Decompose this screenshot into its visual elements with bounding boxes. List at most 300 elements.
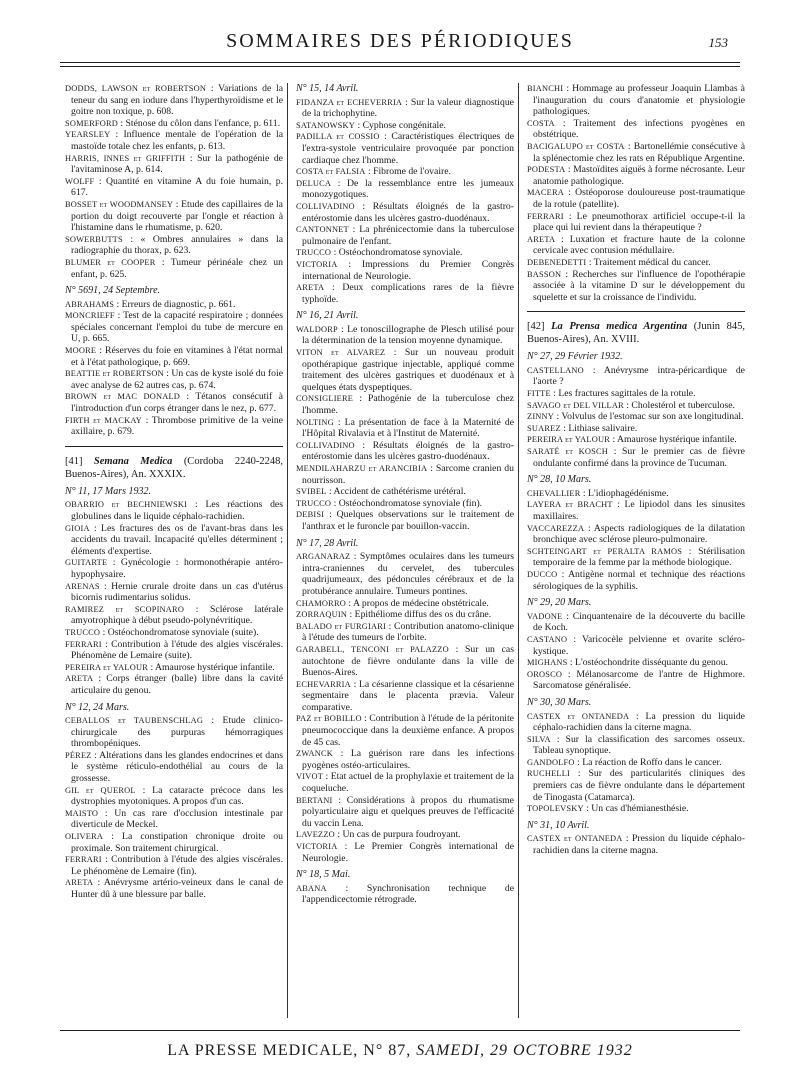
- summary-entry: [296, 509, 514, 532]
- entry-list: [527, 611, 745, 692]
- entry-author: CHEVALLIER: [527, 488, 581, 498]
- entry-list: [65, 299, 283, 438]
- summary-entry: [296, 417, 514, 440]
- summary-entry: [65, 118, 283, 130]
- summary-entry: [527, 734, 745, 757]
- issue-heading: N° 12, 24 Mars.: [65, 701, 130, 713]
- summary-entry: [296, 841, 514, 864]
- column-separator: [518, 83, 519, 1018]
- summary-entry: [296, 829, 514, 841]
- entry-title: : Impressions du Premier Congrès international de Neurologie.: [302, 258, 514, 282]
- entry-title: : Sarcome cranien du nourrisson.: [302, 463, 514, 486]
- entry-author: SARATÉ et KOSCH: [527, 447, 609, 457]
- summary-entry: [527, 83, 745, 118]
- entry-author: LAYERA et BRACHT: [527, 500, 613, 510]
- summary-entry: [527, 446, 745, 469]
- summary-entry: [65, 415, 283, 438]
- footer-publication: LA PRESSE MEDICALE, N° 87,: [167, 1042, 412, 1059]
- entry-author: BASSON: [527, 269, 562, 279]
- entry-author: CHAMORRO: [296, 598, 346, 608]
- entry-author: VACCAREZZA: [527, 523, 585, 533]
- entry-author: FITTE: [527, 389, 551, 399]
- entry-author: ECHEVARRIA: [296, 679, 351, 689]
- entry-author: RUCHELLI: [527, 769, 571, 779]
- entry-title: : Traitement des infections pyogènes en obstétrique.: [533, 117, 745, 141]
- entry-title: : Ostéochondromatose synoviale (suite).: [100, 626, 259, 638]
- summary-entry: [65, 808, 283, 831]
- entry-title: : Influence mentale de l'opération de la mastoïde totale chez les enfants, p. 613.: [71, 129, 283, 152]
- summary-entry: [65, 854, 283, 877]
- entry-title: : Variations de la teneur du sang en iodure dans l'hyperthyroïdisme et le goitre non toxique, p. 608.: [71, 83, 283, 118]
- entry-author: PÉREZ: [65, 750, 92, 760]
- summary-entry: [527, 400, 745, 412]
- entry-author: ARETA: [527, 234, 556, 244]
- entry-author: VIVOT: [296, 772, 324, 782]
- entry-author: ZORRAQUIN: [296, 610, 348, 620]
- entry-title: : Corps étranger (balle) libre dans la cavité articulaire du genou.: [71, 673, 283, 696]
- entry-list: [296, 883, 514, 906]
- summary-entry: [527, 711, 745, 734]
- summary-entry: [527, 365, 745, 388]
- entry-title: : Quantité en vitamine A du foie humain, p. 617.: [71, 175, 283, 199]
- entry-title: : Résultats éloignés de la gastro-entérostomie dans les ulcères gastro-duodénaux.: [302, 439, 514, 463]
- entry-author: SILVA: [527, 734, 551, 744]
- entry-author: OLIVERA: [65, 832, 104, 842]
- entry-title: : La présentation de face à la Maternité de l'Hôpital Rivalavia et à l'Institut de Maternité.: [302, 416, 514, 440]
- entry-title: : Un cas rare d'occlusion intestinale par diverticule de Meckel.: [71, 807, 283, 831]
- entry-title: : Bartonellémie consécutive à la splénectomie chez les rats en République Argentine.: [533, 140, 745, 164]
- entry-author: SATANOWSKY: [296, 120, 356, 130]
- entry-title: : Accident de cathétérisme urétéral.: [326, 486, 466, 498]
- summary-entry: [296, 120, 514, 132]
- summary-entry: [65, 153, 283, 176]
- entry-title: : Lithiase salivaire.: [560, 422, 638, 434]
- journal-number: [42]: [527, 321, 545, 333]
- entry-list: [65, 715, 283, 901]
- entry-author: MONCRIEFF: [65, 311, 115, 321]
- issue-heading: N° 27, 29 Février 1932.: [527, 351, 623, 363]
- entry-author: DEBISI: [296, 510, 325, 520]
- summary-entry: [65, 831, 283, 854]
- entry-author: SCHTEINGART et PERALTA RAMOS: [527, 546, 683, 556]
- entry-title: : De la ressemblance entre les jumeaux monozygotiques.: [302, 177, 514, 201]
- entry-author: MOORE: [65, 346, 97, 356]
- entry-author: VICTORIA: [296, 259, 338, 269]
- entry-title: : Fibrome de l'ovaire.: [365, 166, 451, 178]
- entry-title: : Sur la valeur diagnostique de la trichophytine.: [302, 96, 514, 120]
- entry-title: : Sur la classification des sarcomes osseux. Tableau synoptique.: [533, 733, 745, 757]
- entry-author: ARETA: [65, 878, 94, 888]
- entry-author: NOLTING: [296, 417, 334, 427]
- summary-entry: [527, 164, 745, 187]
- entry-title: : Les fractures sagittales de la rotule.: [550, 388, 696, 400]
- summary-entry: [296, 644, 514, 679]
- summary-entry: [65, 299, 283, 311]
- entry-author: CASTEX et ONTANEDA: [527, 711, 630, 721]
- entry-title: : Hommage au professeur Joaquin Llambas à l'inauguration du cours d'anatomie et physiologie pathologiques.: [533, 83, 745, 118]
- summary-entry: [65, 662, 283, 674]
- page-number: 153: [708, 35, 728, 50]
- column-separator: [287, 83, 288, 1018]
- summary-entry: [527, 546, 745, 569]
- summary-entry: [65, 557, 283, 580]
- entry-title: : Cinquantenaire de la découverte du bacille de Koch.: [533, 610, 745, 634]
- summary-entry: [527, 768, 745, 803]
- section-rule: [65, 446, 283, 447]
- summary-entry: [65, 176, 283, 199]
- entry-author: BEATTIE et ROBERTSON: [65, 369, 164, 379]
- summary-entry: [65, 199, 283, 234]
- entry-author: ZWANCK: [296, 749, 334, 759]
- summary-entry: [296, 259, 514, 282]
- entry-author: BROWN et MAC DONALD: [65, 392, 181, 402]
- entry-author: CASTANO: [527, 634, 568, 644]
- summary-entry: [296, 713, 514, 748]
- entry-title: : Tétanos consécutif à l'introduction d'un corps étranger dans le nez, p. 677.: [71, 391, 283, 415]
- entry-title: : Mélanosarcome de l'antre de Highmore. Sarcomatose généralisée.: [533, 668, 745, 692]
- journal-details: (Junin 845, Buenos-Aires), An. XVIII.: [527, 321, 745, 346]
- entry-title: : Traitement médical du cancer.: [586, 256, 711, 268]
- entry-author: FERRARI: [527, 211, 564, 221]
- entry-title: : Contribution à l'étude des algies viscérales. Le phénomène de Lemaire (fin).: [71, 854, 283, 877]
- summary-entry: [296, 771, 514, 794]
- column-1: [65, 83, 283, 1018]
- journal-heading: [527, 320, 745, 346]
- summary-entry: [65, 345, 283, 368]
- entry-title: : Considérations à propos du rhumatisme polyarticulaire aigu et quelques preuves de l'efficacité du vaccin Lena.: [302, 794, 514, 829]
- journal-heading: [65, 455, 283, 481]
- summary-entry: [527, 423, 745, 435]
- entry-author: CANTONNET: [296, 225, 349, 235]
- summary-entry: [527, 634, 745, 657]
- summary-entry: [65, 604, 283, 627]
- entry-author: GIOIA: [65, 523, 90, 533]
- entry-list: [65, 499, 283, 696]
- entry-list: [527, 83, 745, 303]
- entry-title: : Etude des capillaires de la portion du doigt recouverte par l'ongle et réaction à l'histamine dans le rhumatisme, p. 620.: [71, 198, 283, 234]
- summary-entry: [65, 627, 283, 639]
- entry-title: : Anévrysme intra-péricardique de l'aorte ?: [533, 364, 745, 388]
- entry-title: : Un cas de kyste isolé du foie avec analyse de 62 autres cas, p. 674.: [71, 368, 283, 391]
- entry-title: : Anévrysme artério-veineux dans le canal de Hunter dû à une blessure par balle.: [71, 877, 283, 900]
- entry-title: : Sur des particularités cliniques des premiers cas de fièvre ondulante dans le département de Tinogasta (Catamarca).: [533, 768, 745, 803]
- summary-entry: [296, 609, 514, 621]
- summary-entry: [296, 498, 514, 510]
- summary-entry: [527, 833, 745, 856]
- summary-entry: [527, 669, 745, 692]
- summary-entry: [65, 83, 283, 118]
- entry-author: WALDORP: [296, 324, 338, 334]
- entry-title: : Les réactions des globulines dans le liquide céphalo-rachidien.: [71, 499, 283, 522]
- entry-author: SVIBEL: [296, 487, 327, 497]
- entry-title: : Volvulus de l'estomac sur son axe longitudinal.: [554, 411, 744, 423]
- summary-entry: [65, 368, 283, 391]
- summary-entry: [65, 523, 283, 558]
- summary-entry: [296, 178, 514, 201]
- entry-title: : Antigène normal et technique des réactions sérologiques de la syphilis.: [533, 568, 745, 592]
- entry-author: CONSIGLIERE: [296, 394, 354, 404]
- summary-entry: [296, 324, 514, 347]
- entry-author: COSTA: [527, 118, 555, 128]
- entry-author: SOWERBUTTS: [65, 234, 123, 244]
- entry-title: : Deux complications rares de la fièvre typhoïde.: [302, 282, 514, 305]
- entry-title: : Aspects radiologiques de la dilatation bronchique avec sclérose pleuro-pulmonaire.: [533, 522, 745, 546]
- entry-author: COSTA et FALSIA: [296, 167, 366, 177]
- section-rule: [527, 311, 745, 312]
- entry-title: : Sténose du côlon dans l'enfance, p. 611.: [118, 117, 281, 129]
- issue-heading: N° 11, 17 Mars 1932.: [65, 485, 152, 497]
- entry-title: : Les fractures des os de l'avant-bras dans les accidents du travail. Incapacité qu'elles déterminent ; éléments d'expertise.: [71, 522, 283, 557]
- header-rule-thin: [60, 66, 740, 67]
- entry-title: : Ostéochondromatose synoviale.: [331, 247, 463, 259]
- journal-name: Semana Medica: [93, 455, 173, 467]
- entry-author: TRUCCO: [65, 627, 101, 637]
- summary-entry: [527, 611, 745, 634]
- entry-author: ARGANARAZ: [296, 552, 351, 562]
- entry-author: BOSSET et WOODMANSEY: [65, 199, 174, 209]
- summary-entry: [296, 883, 514, 906]
- entry-title: : Le lipiodol dans les sinusites maxillaires.: [533, 499, 745, 522]
- entry-title: : Stérilisation temporaire de la femme par la méthode biologique.: [533, 545, 745, 569]
- entry-title: : Synchronisation technique de l'appendicectomie rétrograde.: [302, 882, 514, 906]
- summary-entry: [65, 877, 283, 900]
- entry-title: : Un cas d'hémianesthésie.: [583, 803, 689, 815]
- entry-author: BACIGALUPO et COSTA: [527, 141, 625, 151]
- entry-title: : Cyphose congénitale.: [355, 119, 446, 131]
- entry-author: OROSCO: [527, 669, 563, 679]
- entry-title: : Ostéochondromatose synoviale (fin).: [331, 497, 483, 509]
- summary-entry: [527, 118, 745, 141]
- entry-title: : Caractéristiques électriques de l'extra-systole ventriculaire provoquée par ponction cardiaque chez l'homme.: [302, 131, 514, 166]
- entry-author: OBARRIO et BECHNIEWSKI: [65, 500, 188, 510]
- entry-author: CASTEX et ONTANEDA: [527, 834, 623, 844]
- summary-entry: [65, 785, 283, 808]
- footer-rule: [60, 1030, 740, 1031]
- entry-author: ARETA: [296, 283, 325, 293]
- entry-title: : Sur un cas autochtone de fièvre ondulante dans la ville de Buenos-Aires.: [302, 643, 514, 679]
- summary-entry: [527, 803, 745, 815]
- entry-title: : Test de la capacité respiratoire ; données spéciales concernant l'emploi du tube de mercure en U, p. 665.: [71, 310, 283, 345]
- entry-title: : Amaurose hystérique infantile.: [148, 661, 275, 673]
- entry-author: VITON et ALVAREZ: [296, 348, 386, 358]
- entry-author: BALADO et FURGIARI: [296, 621, 387, 631]
- entry-title: : Tumeur périnéale chez un enfant, p. 625.: [71, 256, 283, 280]
- summary-entry: [527, 211, 745, 234]
- entry-author: ARENAS: [65, 581, 100, 591]
- entry-title: : La guérison rare dans les infections pyogènes ostéo-articulaires.: [302, 748, 514, 771]
- entry-author: BLUMER et COOPER: [65, 257, 156, 267]
- entry-title: : L'idiophagédénisme.: [580, 487, 669, 499]
- summary-entry: [65, 581, 283, 604]
- entry-author: SUAREZ: [527, 423, 561, 433]
- summary-entry: [296, 486, 514, 498]
- summary-entry: [296, 748, 514, 771]
- entry-title: : A propos de médecine obstétricale.: [346, 597, 489, 609]
- summary-entry: [527, 757, 745, 769]
- summary-entry: [296, 795, 514, 830]
- entry-title: : Le Premier Congrès international de Neurologie.: [302, 841, 514, 864]
- entry-author: GIL et QUEROL: [65, 785, 136, 795]
- summary-entry: [296, 247, 514, 259]
- entry-author: FERRARI: [65, 855, 102, 865]
- entry-author: BIANCHI: [527, 84, 564, 93]
- summary-entry: [65, 391, 283, 414]
- issue-heading: N° 28, 10 Mars.: [527, 474, 592, 486]
- entry-title: : Symptômes oculaires dans les tumeurs intra-craniennes du cervelet, des tubercules quadrijumeaux, des pédoncules cérébraux et de la protubérance annulaire. Tumeurs pontines.: [302, 551, 514, 597]
- issue-heading: N° 17, 28 Avril.: [296, 537, 359, 549]
- entry-title: : L'ostéochondrite disséquante du genou.: [567, 657, 728, 669]
- entry-list: [527, 833, 745, 856]
- entry-author: SOMERFORD: [65, 118, 118, 128]
- entry-title: : Résultats éloignés de la gastro-entérostomie dans les ulcères gastro-duodénaux.: [302, 200, 514, 224]
- summary-entry: [296, 347, 514, 393]
- entry-author: FIRTH et MACKAY: [65, 415, 143, 425]
- summary-entry: [296, 201, 514, 224]
- summary-entry: [527, 523, 745, 546]
- entry-title: : Thrombose primitive de la veine axillaire, p. 679.: [71, 414, 283, 438]
- entry-author: DODDS, LAWSON et ROBERTSON: [65, 84, 207, 93]
- entry-list: [527, 365, 745, 469]
- entry-author: FIDANZA et ECHEVERRIA: [296, 97, 403, 107]
- entry-author: PEREIRA et YALOUR: [65, 662, 149, 672]
- summary-entry: [296, 131, 514, 166]
- entry-author: VADONE: [527, 611, 563, 621]
- entry-author: DELUCA: [296, 178, 332, 188]
- entry-author: CASTELLANO: [527, 365, 584, 375]
- entry-title: : Sclérose latérale amyotrophique à début pseudo-polynévritique.: [71, 603, 283, 627]
- journal-name: La Prensa medica Argentina: [551, 321, 688, 333]
- entry-author: COLLIVADINO: [296, 440, 355, 450]
- entry-title: : La constipation chronique droite ou proximale. Son traitement chirurgical.: [71, 831, 283, 854]
- summary-entry: [65, 750, 283, 785]
- summary-entry: [527, 257, 745, 269]
- summary-entry: [65, 310, 283, 345]
- entry-author: WOLFF: [65, 176, 95, 186]
- entry-title: : Ostéoporose douloureuse post-traumatique de la rotule (patellite).: [533, 187, 745, 210]
- entry-author: COLLIVADINO: [296, 201, 355, 211]
- entry-list: [296, 551, 514, 864]
- summary-entry: [296, 224, 514, 247]
- entry-title: : Contribution anatomo-clinique à l'étude des tumeurs de l'orbite.: [302, 620, 514, 644]
- entry-title: : Gynécologie : hormonothérapie antéro-hypophysaire.: [71, 557, 283, 580]
- entry-list: [527, 488, 745, 592]
- entry-author: MACERA: [527, 188, 565, 198]
- entry-title: : Un cas de purpura foudroyant.: [334, 829, 461, 841]
- issue-heading: N° 5691, 24 Septembre.: [65, 285, 161, 297]
- issue-heading: N° 30, 30 Mars.: [527, 696, 592, 708]
- entry-author: BERTANI: [296, 795, 333, 805]
- journal-number: [41]: [65, 455, 83, 467]
- column-2: [296, 83, 514, 1018]
- entry-author: GANDOLFO: [527, 757, 575, 767]
- entry-title: : Varicocèle pelvienne et ovarite scléro-kystique.: [533, 633, 745, 657]
- entry-title: : La réaction de Roffo dans le cancer.: [574, 756, 722, 768]
- summary-entry: [527, 269, 745, 304]
- entry-author: PEREIRA et YALOUR: [527, 435, 611, 445]
- summary-entry: [296, 97, 514, 120]
- entry-author: ABANA: [296, 883, 327, 893]
- entry-title: : Sur le premier cas de fièvre ondulante confirmé dans la province de Tucuman.: [533, 446, 745, 469]
- entry-title: : Quelques observations sur le traitement de l'anthrax et le furoncle par bouillon-vaccin.: [302, 509, 514, 532]
- entry-author: FERRARI: [65, 639, 102, 649]
- issue-heading: N° 31, 10 Avril.: [527, 819, 590, 831]
- entry-title: : La phrénicectomie dans la tuberculose pulmonaire de l'enfant.: [302, 224, 514, 247]
- summary-entry: [296, 393, 514, 416]
- page-title: SOMMAIRES DES PÉRIODIQUES: [226, 30, 574, 52]
- summary-entry: [65, 234, 283, 257]
- summary-entry: [296, 282, 514, 305]
- entry-title: : Mastoïdites aiguës à forme nécrosante. Leur anatomie pathologique.: [533, 164, 745, 187]
- entry-title: : Contribution à l'étude de la péritonite pneumococcique dans la deuxième enfance. A propos de 45 cas.: [302, 713, 514, 748]
- footer-date: SAMEDI, 29 OCTOBRE 1932: [416, 1042, 633, 1059]
- summary-entry: [527, 141, 745, 164]
- summary-entry: [65, 639, 283, 662]
- entry-author: HARRIS, INNES et GRIFFITH: [65, 153, 186, 163]
- entry-title: : Epithéliome diffus des os du crâne.: [347, 609, 492, 621]
- summary-entry: [527, 434, 745, 446]
- entry-author: GUITARTE: [65, 558, 108, 568]
- entry-list: [296, 97, 514, 306]
- summary-entry: [296, 679, 514, 714]
- summary-entry: [527, 411, 745, 423]
- entry-title: : Réserves du foie en vitamines à l'état normal et à l'état pathologique, p. 669.: [71, 345, 283, 368]
- header-rule: [60, 62, 740, 63]
- summary-entry: [527, 569, 745, 592]
- summary-entry: [296, 598, 514, 610]
- entry-author: MAISTO: [65, 808, 99, 818]
- summary-entry: [65, 499, 283, 522]
- summary-entry: [65, 129, 283, 152]
- entry-author: ZINNY: [527, 412, 555, 422]
- entry-list: [296, 324, 514, 533]
- summary-entry: [296, 551, 514, 597]
- entry-author: MENDILAHARZU et ARANCIBIA: [296, 464, 428, 473]
- summary-entry: [527, 187, 745, 210]
- summary-entry: [296, 440, 514, 463]
- entry-author: VICTORIA: [296, 842, 338, 851]
- entry-author: CEBALLOS et TAUBENSCHLAG: [65, 716, 204, 726]
- entry-title: : Erreurs de diagnostic, p. 661.: [114, 298, 236, 310]
- entry-title: : Sur un nouveau produit opothérapique gastrique injectable, appliqué comme traitement des ulcères gastriques et duodénaux et à quelques états dyspeptiques.: [302, 347, 514, 393]
- entry-list: [65, 83, 283, 280]
- issue-heading: N° 15, 14 Avril.: [296, 83, 359, 94]
- summary-entry: [65, 673, 283, 696]
- summary-entry: [296, 621, 514, 644]
- entry-author: YEARSLEY: [65, 130, 111, 140]
- summary-entry: [527, 388, 745, 400]
- entry-title: : Pression du liquide céphalo-rachidien dans la citerne magna.: [533, 833, 745, 857]
- issue-heading: N° 18, 5 Mai.: [296, 869, 351, 881]
- entry-author: TRUCCO: [296, 498, 332, 508]
- entry-title: : Etat actuel de la prophylaxie et traitement de la coqueluche.: [302, 771, 514, 795]
- entry-title: : Contribution à l'étude des algies viscérales. Phénomène de Lemaire (suite).: [71, 638, 283, 662]
- journal-details: (Cordoba 2240-2248, Buenos-Aires), An. XXXIX.: [65, 455, 283, 480]
- entry-author: PAZ et BOBILLO: [296, 714, 362, 724]
- entry-title: : Le tonoscillographe de Plesch utilisé pour la détermination de la tension moyenne dynamique.: [302, 323, 514, 347]
- entry-author: TRUCCO: [296, 248, 332, 258]
- entry-author: TOPOLEVSKY: [527, 804, 584, 814]
- summary-entry: [527, 488, 745, 500]
- entry-title: : Le pneumothorax artificiel occupe-t-il la place qui lui revient dans la thérapeutique ?: [533, 210, 745, 234]
- entry-author: PODESTA: [527, 165, 566, 175]
- summary-entry: [527, 499, 745, 522]
- entry-author: PADILLA et COSSIO: [296, 132, 380, 142]
- issue-heading: N° 29, 20 Mars.: [527, 597, 592, 609]
- summary-entry: [296, 166, 514, 178]
- column-3: [527, 83, 745, 1018]
- entry-title: : Pathogénie de la tuberculose chez l'homme.: [302, 393, 514, 417]
- entry-list: [527, 711, 745, 815]
